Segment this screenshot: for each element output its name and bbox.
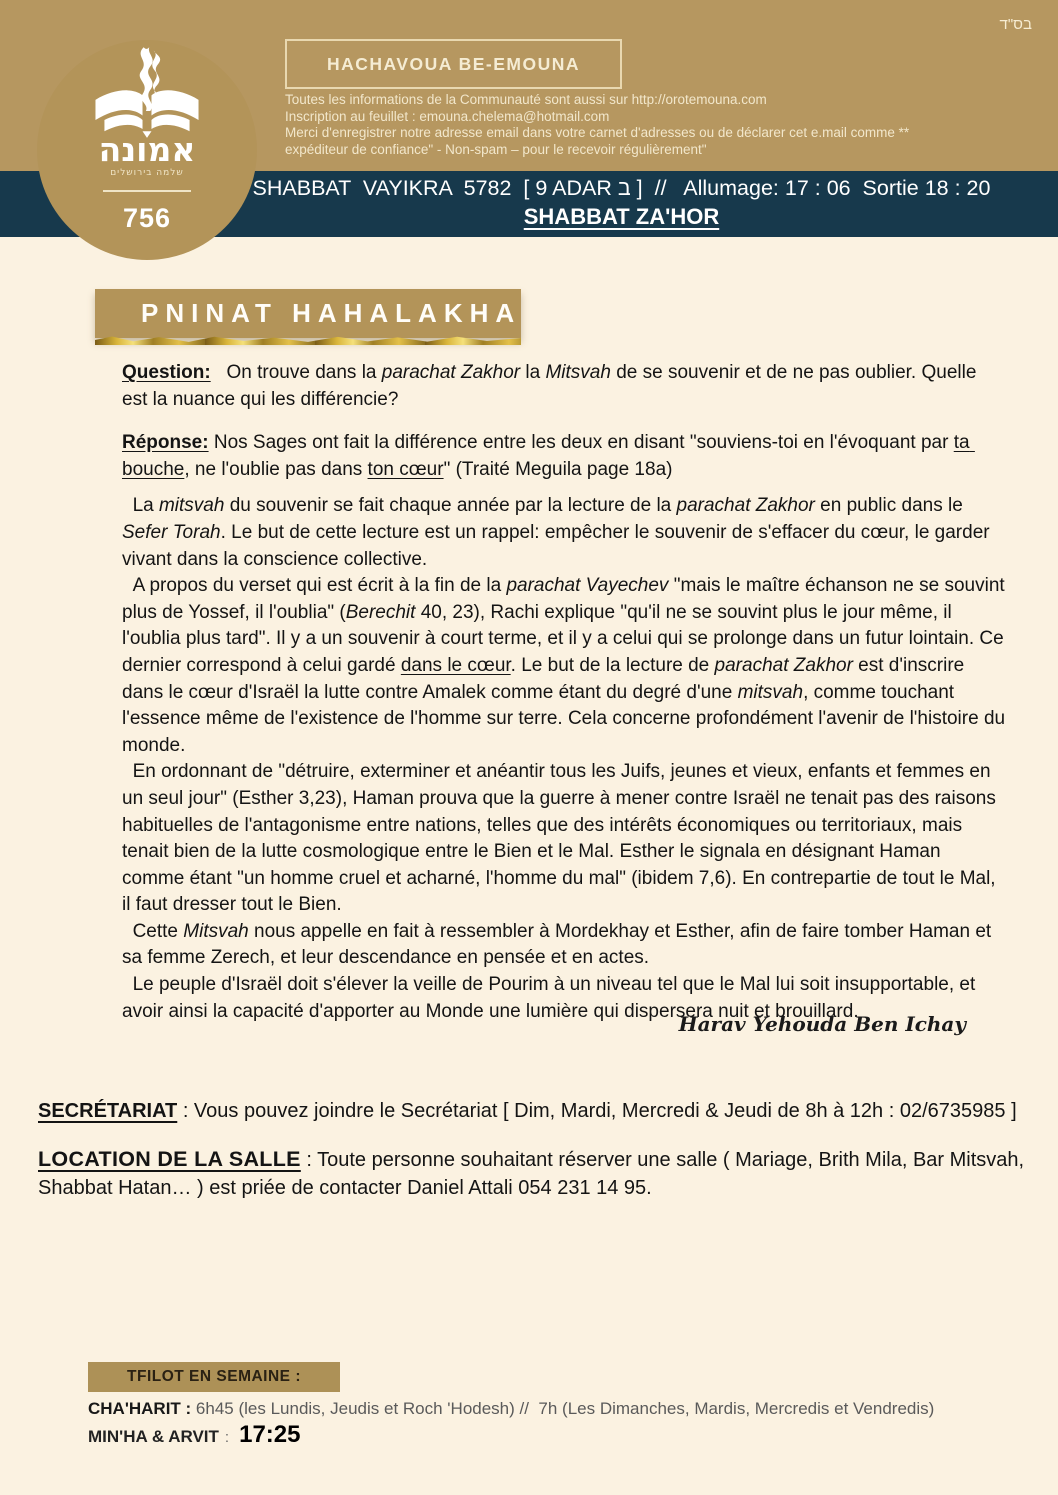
minha-arvit-row	[88, 1421, 300, 1449]
shabbat-name: SHABBAT ZA'HOR	[523, 204, 720, 229]
header-info-line: Inscription au feuillet : emouna.chelema@hotmail.com	[285, 108, 610, 124]
chaharit-times: 6h45 (les Lundis, Jeudis et Roch 'Hodesh) // 7h (Les Dimanches, Mardis, Mercredis et Vendredis)	[195, 1399, 935, 1418]
logo-divider	[103, 190, 191, 192]
tfilot-banner: TFILOT EN SEMAINE :	[88, 1362, 340, 1392]
header-info-line: expéditeur de confiance" - Non-spam – pour le recevoir régulièrement"	[285, 141, 707, 157]
flame-book-logo-icon	[91, 46, 203, 138]
article-paragraph: Le peuple d'Israël doit s'élever la veille de Pourim à un niveau tel que le Mal lui soit insupportable, et avoir ainsi la capacité d'apporter au Monde une lumière qui dispersera nuit et brouillard.	[122, 974, 981, 1022]
location-label: LOCATION DE LA SALLE	[38, 1147, 301, 1171]
issue-number: 756	[122, 203, 172, 233]
location-section	[38, 1146, 1033, 1202]
newsletter-title-box: HACHAVOUA BE-EMOUNA	[285, 39, 622, 89]
chaharit-row	[88, 1399, 934, 1419]
minha-arvit-colon: :	[224, 1429, 230, 1446]
chaharit-label: CHA'HARIT :	[88, 1399, 196, 1418]
article-body	[122, 360, 1011, 1038]
author-signature: Harav Yehouda Ben Ichay	[678, 1012, 966, 1037]
header-info-block	[285, 92, 909, 158]
secretariat-label: SECRÉTARIAT	[38, 1100, 178, 1122]
article-paragraph: Cette Mitsvah nous appelle en fait à ressembler à Mordekhay et Esther, afin de faire tomber Haman et sa femme Zerech, et leur descendance en pensée et en actes.	[122, 920, 997, 969]
minha-arvit-time: 17:25	[239, 1421, 301, 1448]
article-paragraph: La mitsvah du souvenir se fait chaque année par la lecture de la parachat Zakhor en public dans le Sefer Torah. Le but de cette lecture est un rappel: empêcher le souvenir de s'effacer du cœur, le garder vivant dans la conscience collective.	[122, 495, 995, 570]
article-paragraph-reponse: Réponse: Nos Sages ont fait la différence entre les deux en disant "souviens-toi en l'évoquant par ta bouche, ne l'oublie pas dans ton cœur" (Traité Meguila page 18a)	[122, 432, 975, 480]
secretariat-section	[38, 1098, 1033, 1125]
community-logo-badge	[37, 40, 257, 260]
shabbat-times-line: SHABBAT VAYIKRA 5782 [ 9 ADAR ב ] // Allumage: 17 : 06 Sortie 18 : 20	[252, 176, 991, 200]
header-info-line: Toutes les informations de la Communauté sont aussi sur http://orotemouna.com	[285, 92, 767, 107]
header-info-line: Merci d'enregistrer notre adresse email dans votre carnet d'adresses ou de déclarer cet e.mail comme **	[285, 125, 910, 140]
location-text: : Toute personne souhaitant réserver une salle ( Mariage, Brith Mila, Bar Mitsvah, Shabbat Hatan… ) est priée de contacter Daniel Attali 054 231 14 95.	[38, 1149, 1025, 1199]
logo-hebrew-name: אמונה	[98, 130, 196, 169]
minha-arvit-label: MIN'HA & ARVIT	[88, 1427, 219, 1446]
article-paragraph: A propos du verset qui est écrit à la fin de la parachat Vayechev "mais le maître échanson ne se souvint plus de Yossef, il l'oublia" (Berechit 40, 23), Rachi explique "qu'il ne se souvint plus le jour même, il l'oublia plus tard". Il y a un souvenir à court terme, et il y a celui qui se prolonge dans un futur lointain. Ce dernier correspond à celui gardé dans le cœur. Le but de la lecture de parachat Zakhor est d'inscrire dans le cœur d'Israël la lutte contre Amalek comme étant du degré d'une mitsvah, comme touchant l'essence même de l'existence de l'homme sur terre. Cela concerne profondément l'avenir de l'histoire du monde.	[122, 575, 1011, 756]
bsd-text: בס"ד	[999, 16, 1032, 33]
article-paragraph: En ordonnant de "détruire, exterminer et anéantir tous les Juifs, jeunes et vieux, enfants et femmes en un seul jour" (Esther 3,23), Haman prouva que la guerre à mener contre Israël ne tenait pas des raisons habituelles de l'antagonisme entre nations, telles que des intérêts économiques ou territoriaux, mais tenait bien de la lutte cosmologique entre le Bien et le Mal. Esther le signala en désignant Haman comme étant "un homme cruel et acharné, l'homme du mal" (ibidem 7,6). En contrepartie de tout le Mal, il faut dresser tout le Bien.	[122, 761, 1002, 916]
section-banner-pninat	[95, 289, 521, 338]
secretariat-text: : Vous pouvez joindre le Secrétariat [ Dim, Mardi, Mercredi & Jeudi de 8h à 12h : 02/6735985 ]	[177, 1100, 1017, 1122]
article-paragraph-question: Question: On trouve dans la parachat Zakhor la Mitsvah de se souvenir et de ne pas oublier. Quelle est la nuance qui les différencie?	[122, 362, 982, 410]
section-banner-title: PNINAT HAHALAKHA	[141, 298, 522, 328]
logo-hebrew-subtitle: שלמה בירושלים	[110, 168, 184, 178]
